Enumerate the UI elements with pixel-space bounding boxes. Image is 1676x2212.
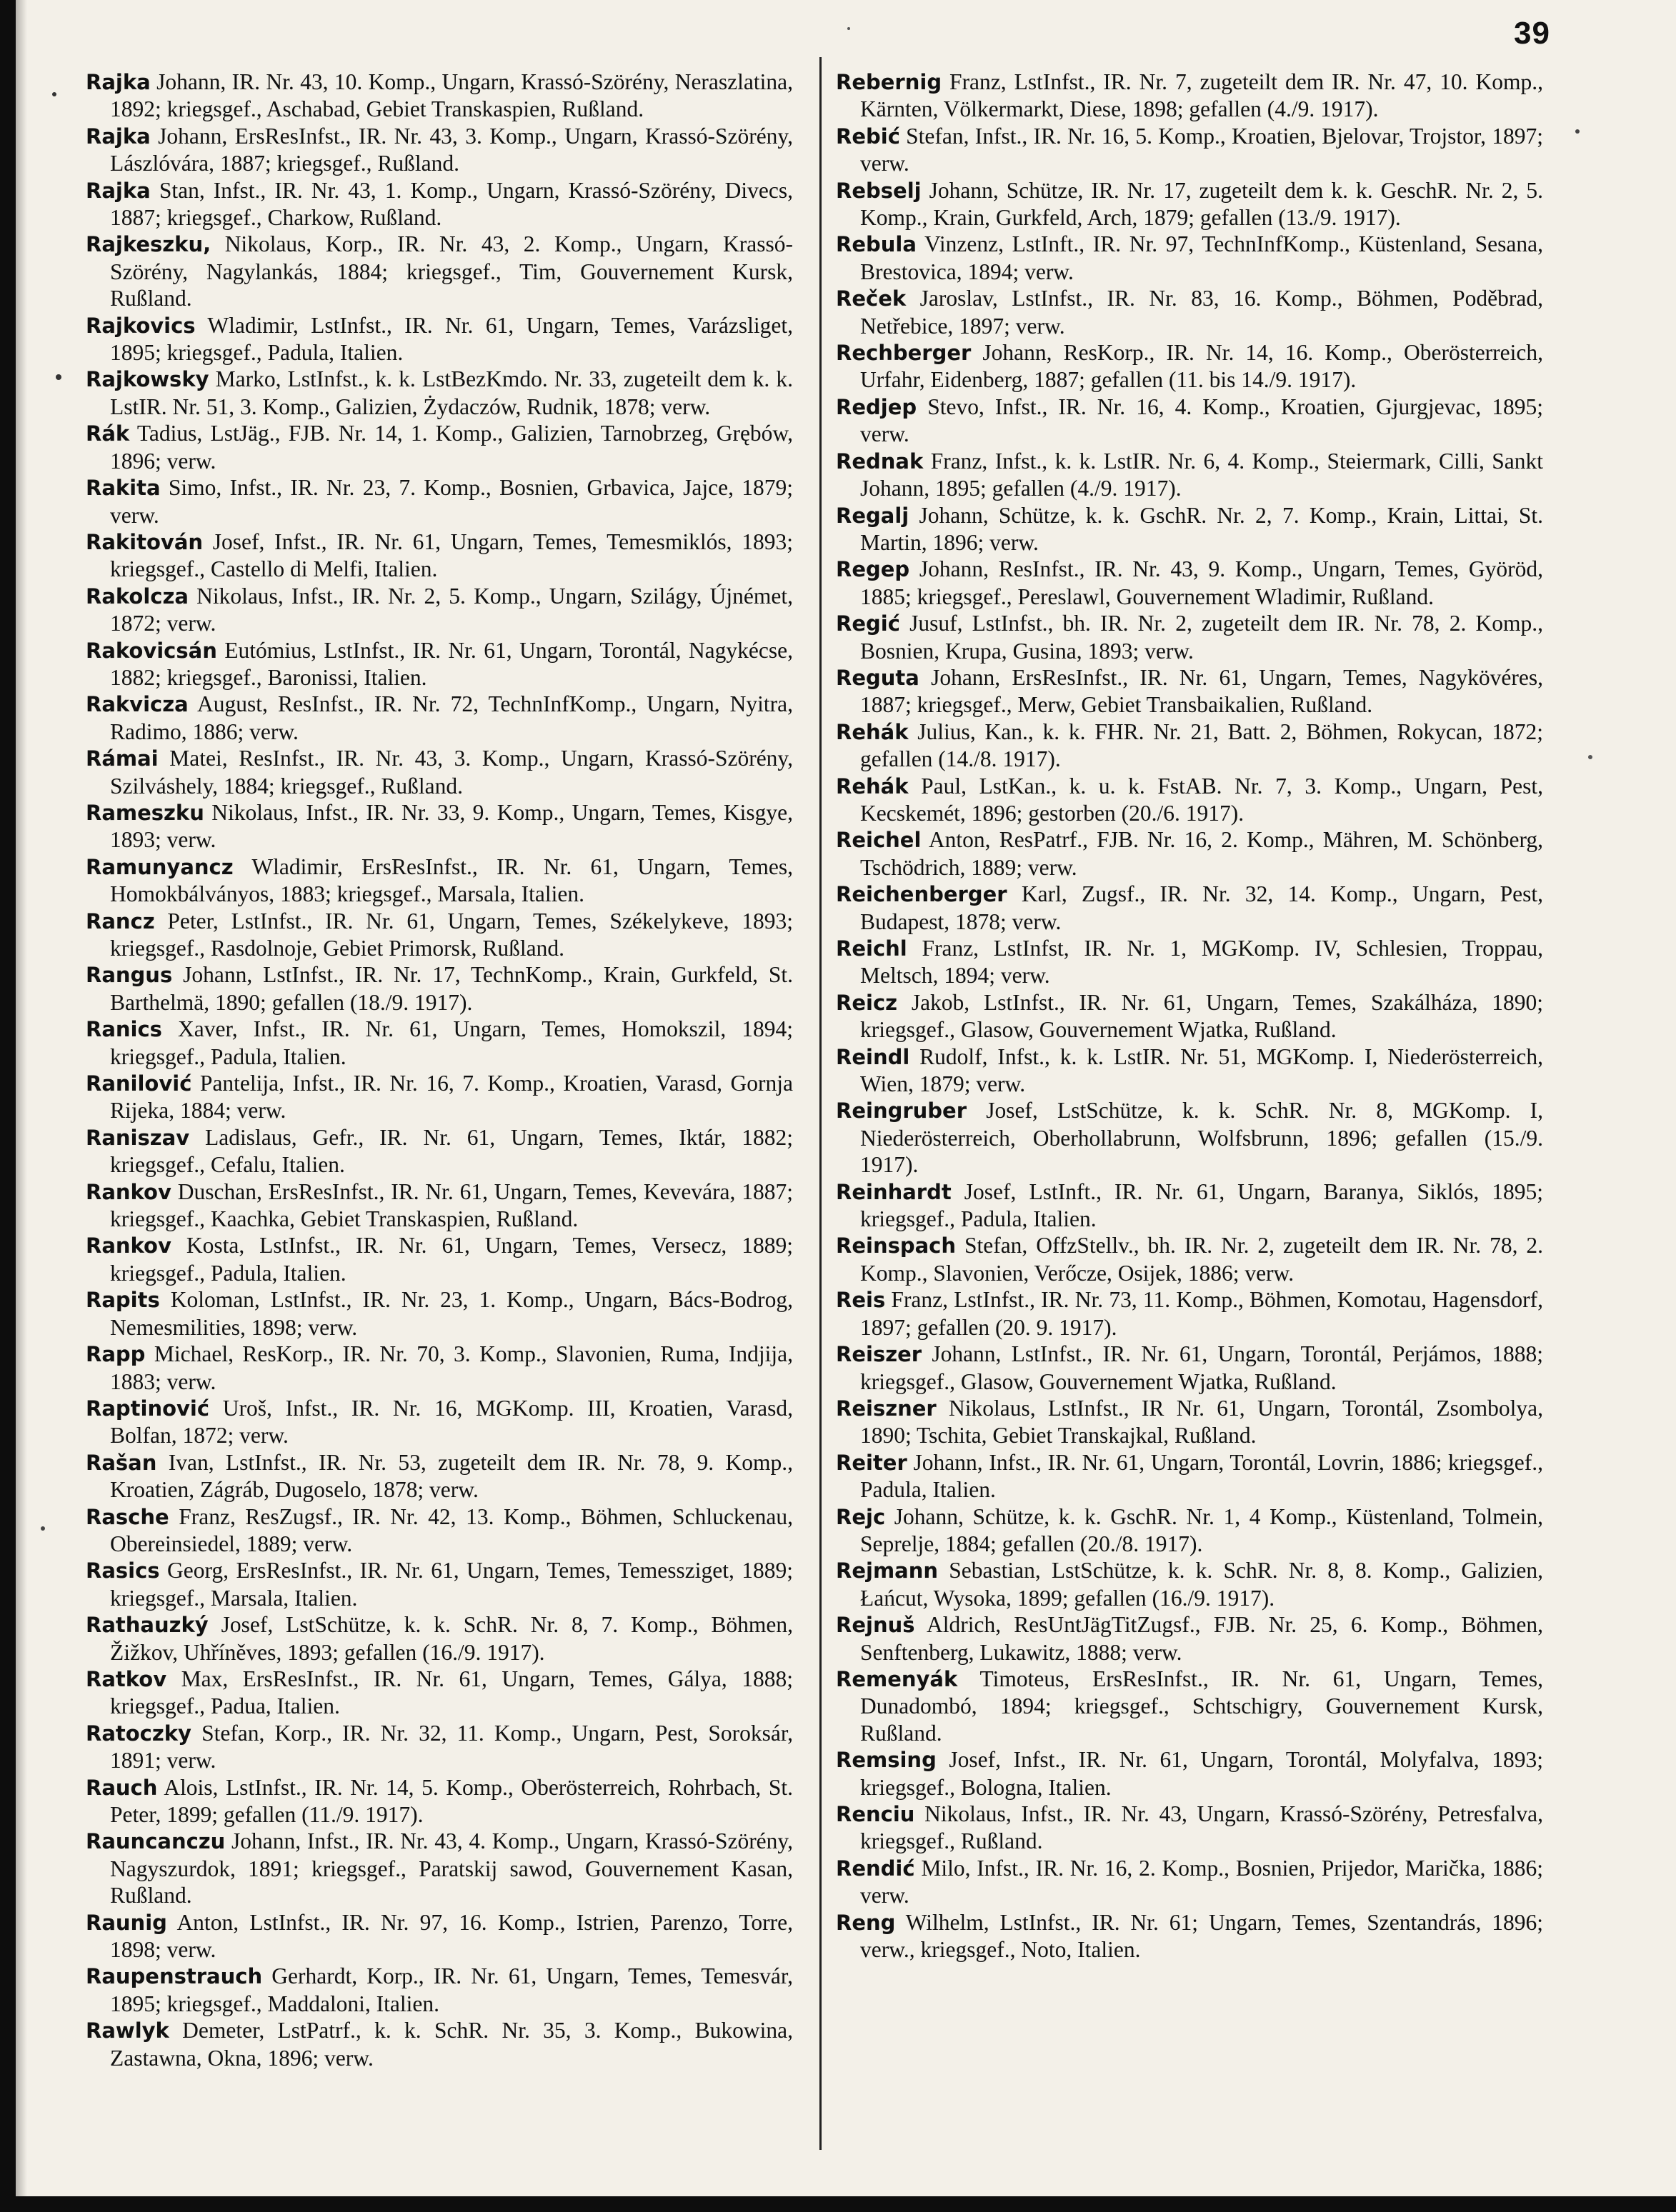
- register-entry: [86, 583, 793, 637]
- register-entry: [836, 1044, 1543, 1098]
- entry-surname: Reček: [836, 286, 907, 311]
- entry-surname: Rebselj: [836, 178, 922, 203]
- scan-left-edge: [0, 0, 16, 2212]
- entry-details: Simo, Infst., IR. Nr. 23, 7. Komp., Bosnien, Grbavica, Jajce, 1879; verw.: [110, 475, 794, 528]
- entry-surname: Rankov: [86, 1179, 171, 1204]
- register-entry: [86, 691, 793, 745]
- entry-details: Nikolaus, Infst., IR. Nr. 33, 9. Komp., Ungarn, Temes, Kisgye, 1893; verw.: [110, 799, 794, 853]
- entry-surname: Rajka: [86, 178, 151, 203]
- register-entry: [836, 610, 1543, 664]
- entry-surname: Remsing: [836, 1748, 937, 1773]
- entry-details: Franz, ResZugsf., IR. Nr. 42, 13. Komp., Böhmen, Schluckenau, Obereinsiedel, 1889; verw.: [110, 1503, 794, 1556]
- entry-surname: Remenyák: [836, 1666, 958, 1691]
- register-entry: [86, 529, 793, 583]
- register-entry: [836, 502, 1543, 556]
- entry-details: Milo, Infst., IR. Nr. 16, 2. Komp., Bosnien, Prijedor, Marička, 1886; verw.: [860, 1855, 1544, 1908]
- register-entry: [86, 908, 793, 962]
- column-divider: [819, 57, 822, 2150]
- entry-details: Julius, Kan., k. k. FHR. Nr. 21, Batt. 2, Böhmen, Rokycan, 1872; gefallen (14./8. 1917).: [860, 719, 1543, 772]
- entry-surname: Raupenstrauch: [86, 1964, 263, 1989]
- entry-details: Wladimir, ErsResInfst., IR. Nr. 61, Ungarn, Temes, Homokbálványos, 1883; kriegsgef., Marsala, Italien.: [110, 854, 794, 907]
- entry-surname: Rašan: [86, 1450, 157, 1475]
- entry-surname: Rameszku: [86, 800, 204, 825]
- register-entry: [86, 1557, 793, 1611]
- entry-details: Alois, LstInfst., IR. Nr. 14, 5. Komp., Oberösterreich, Rohrbach, St. Peter, 1899; gefallen (11./9. 1917).: [110, 1774, 794, 1827]
- register-entry: [836, 719, 1543, 773]
- entry-surname: Rehák: [836, 774, 909, 799]
- entry-surname: Rajka: [86, 124, 151, 149]
- register-entry: [86, 1963, 793, 2017]
- entry-details: Xaver, Infst., IR. Nr. 61, Ungarn, Temes, Homokszil, 1894; kriegsgef., Padula, Italien.: [110, 1016, 794, 1069]
- register-entry: [836, 826, 1543, 881]
- register-entry: [86, 1720, 793, 1774]
- entry-details: Johann, LstInfst., IR. Nr. 61, Ungarn, Torontál, Perjámos, 1888; kriegsgef., Glasow, Gouvernement Wjatka, Rußland.: [860, 1341, 1544, 1394]
- register-entry: [836, 1449, 1543, 1503]
- entry-details: Nikolaus, Infst., IR. Nr. 43, Ungarn, Krassó-Szörény, Petresfalva, kriegsgef., Rußland.: [860, 1801, 1544, 1854]
- entry-details: Johann, Schütze, k. k. GschR. Nr. 1, 4 Komp., Küstenland, Tolmein, Seprelje, 1884; gefallen (20./8. 1917).: [860, 1503, 1543, 1556]
- entry-surname: Rasche: [86, 1504, 169, 1529]
- register-entry: [836, 1801, 1543, 1855]
- entry-details: Wladimir, LstInfst., IR. Nr. 61, Ungarn, Temes, Varázsliget, 1895; kriegsgef., Padula, Italien.: [110, 312, 793, 366]
- register-entry: [836, 1178, 1543, 1233]
- entry-details: Aldrich, ResUntJägTitZugsf., FJB. Nr. 25, 6. Komp., Böhmen, Senftenberg, Lukawitz, 1888; verw.: [860, 1612, 1543, 1665]
- register-entry: [86, 1232, 793, 1286]
- entry-surname: Rauncanczu: [86, 1829, 226, 1854]
- entry-details: Stefan, Infst., IR. Nr. 16, 5. Komp., Kroatien, Bjelovar, Trojstor, 1897; verw.: [860, 123, 1544, 176]
- register-entry: [86, 854, 793, 908]
- entry-details: Franz, LstInfst, IR. Nr. 1, MGKomp. IV, Schlesien, Troppau, Meltsch, 1894; verw.: [860, 936, 1543, 989]
- entry-details: Franz, Infst., k. k. LstIR. Nr. 6, 4. Komp., Steiermark, Cilli, Sankt Johann, 1895; gefallen (4./9. 1917).: [860, 448, 1544, 501]
- entry-details: Stefan, Korp., IR. Nr. 32, 11. Komp., Ungarn, Pest, Soroksár, 1891; verw.: [110, 1720, 794, 1773]
- entry-details: Vinzenz, LstInft., IR. Nr. 97, TechnInfKomp., Küstenland, Sesana, Brestovica, 1894; verw.: [860, 231, 1543, 284]
- entry-surname: Rapp: [86, 1342, 146, 1367]
- register-entry: [86, 123, 793, 177]
- register-entry: [86, 961, 793, 1016]
- entry-details: August, ResInfst., IR. Nr. 72, TechnInfKomp., Ungarn, Nyitra, Radimo, 1886; verw.: [110, 691, 794, 744]
- page-number: 39: [1514, 16, 1550, 51]
- entry-details: Georg, ErsResInfst., IR. Nr. 61, Ungarn, Temes, Temessziget, 1889; kriegsgef., Marsala, Italien.: [110, 1558, 794, 1611]
- register-entry: [836, 556, 1543, 610]
- entry-surname: Rakita: [86, 476, 161, 501]
- entry-surname: Regić: [836, 611, 900, 636]
- entry-surname: Rankov: [86, 1233, 171, 1258]
- register-entry: [836, 664, 1543, 719]
- register-entry: [836, 394, 1543, 448]
- entry-surname: Rednak: [836, 449, 924, 474]
- register-entry: [86, 474, 793, 529]
- entry-surname: Rámai: [86, 746, 159, 771]
- register-entry: [86, 1395, 793, 1449]
- register-entry: [836, 177, 1543, 231]
- entry-details: Johann, ResKorp., IR. Nr. 14, 16. Komp., Oberösterreich, Urfahr, Eidenberg, 1887; gefallen (11. bis 14./9. 1917).: [860, 340, 1543, 393]
- entry-surname: Reinhardt: [836, 1179, 952, 1204]
- register-entry: [836, 1746, 1543, 1801]
- entry-surname: Raniszav: [86, 1125, 190, 1150]
- register-entry: [86, 1124, 793, 1178]
- entry-details: Ladislaus, Gefr., IR. Nr. 61, Ungarn, Temes, Iktár, 1882; kriegsgef., Cefalu, Italien.: [110, 1124, 793, 1178]
- entry-details: Jusuf, LstInfst., bh. IR. Nr. 2, zugeteilt dem IR. Nr. 78, 2. Komp., Bosnien, Krupa, Gusina, 1893; verw.: [860, 611, 1544, 664]
- entry-details: Franz, LstInfst., IR. Nr. 7, zugeteilt dem IR. Nr. 47, 10. Komp., Kärnten, Völkermarkt, Diese, 1898; gefallen (4./9. 1917).: [860, 69, 1543, 122]
- register-entry: [86, 1449, 793, 1503]
- entry-surname: Reingruber: [836, 1099, 967, 1123]
- entry-details: Jakob, LstInfst., IR. Nr. 61, Ungarn, Temes, Szakálháza, 1890; kriegsgef., Glasow, Gouvernement Wjatka, Rußland.: [860, 989, 1544, 1043]
- register-entry: [86, 231, 793, 311]
- entry-surname: Renciu: [836, 1802, 915, 1826]
- register-entry: [86, 1286, 793, 1341]
- entry-details: Duschan, ErsResInfst., IR. Nr. 61, Ungarn, Temes, Kevevára, 1887; kriegsgef., Kaachka, Gebiet Transkaspien, Rußland.: [110, 1178, 793, 1232]
- entry-surname: Rauch: [86, 1775, 158, 1800]
- entry-surname: Rejmann: [836, 1558, 939, 1583]
- entry-details: Josef, LstSchütze, k. k. SchR. Nr. 8, MGKomp. I, Niederösterreich, Oberhollabrunn, Wolfsbrunn, 1896; gefallen (15./9. 1917).: [860, 1098, 1543, 1178]
- entry-surname: Ranics: [86, 1017, 162, 1042]
- entry-surname: Reicz: [836, 990, 898, 1015]
- entry-details: Koloman, LstInfst., IR. Nr. 23, 1. Komp., Ungarn, Bács-Bodrog, Nemesmilities, 1898; verw.: [110, 1287, 793, 1340]
- entry-details: Johann, LstInfst., IR. Nr. 17, TechnKomp., Krain, Gurkfeld, St. Barthelmä, 1890; gefallen (18./9. 1917).: [110, 962, 794, 1015]
- register-entry: [836, 773, 1543, 827]
- entry-surname: Rajkovics: [86, 313, 196, 338]
- entry-surname: Reguta: [836, 665, 919, 690]
- entry-surname: Rakolcza: [86, 584, 189, 609]
- register-entry: [836, 1286, 1543, 1341]
- entry-surname: Reichel: [836, 828, 922, 853]
- entry-surname: Rawlyk: [86, 2018, 169, 2043]
- entry-details: Josef, Infst., IR. Nr. 61, Ungarn, Torontál, Molyfalva, 1893; kriegsgef., Bologna, Italien.: [860, 1747, 1543, 1800]
- register-entry: [836, 231, 1543, 285]
- entry-surname: Rajka: [86, 70, 151, 94]
- entry-surname: Redjep: [836, 394, 917, 419]
- entry-details: Nikolaus, Korp., IR. Nr. 43, 2. Komp., Ungarn, Krassó-Szörény, Nagylankás, 1884; kriegsgef., Tim, Gouvernement Kursk, Rußland.: [110, 231, 793, 311]
- entry-surname: Rechberger: [836, 341, 972, 366]
- entry-surname: Rendić: [836, 1856, 915, 1881]
- entry-surname: Rathauzký: [86, 1613, 209, 1638]
- entry-surname: Rebula: [836, 232, 917, 257]
- entry-surname: Regalj: [836, 503, 909, 528]
- register-entry: [836, 935, 1543, 989]
- entry-details: Anton, ResPatrf., FJB. Nr. 16, 2. Komp., Mähren, M. Schönberg, Tschödrich, 1889; verw.: [860, 827, 1543, 880]
- entry-surname: Reinspach: [836, 1233, 957, 1258]
- entry-details: Tadius, LstJäg., FJB. Nr. 14, 1. Komp., Galizien, Tarnobrzeg, Grębów, 1896; verw.: [110, 421, 794, 474]
- entry-surname: Reis: [836, 1288, 886, 1313]
- register-entry: [836, 881, 1543, 935]
- register-entry: [86, 366, 793, 420]
- entry-details: Stefan, OffzStellv., bh. IR. Nr. 2, zugeteilt dem IR. Nr. 78, 2. Komp., Slavonien, Verőcze, Osijek, 1886; verw.: [860, 1233, 1544, 1286]
- entry-details: Nikolaus, Infst., IR. Nr. 2, 5. Komp., Ungarn, Szilágy, Újnémet, 1872; verw.: [110, 583, 794, 636]
- entry-surname: Reiter: [836, 1450, 907, 1475]
- register-entry: [86, 799, 793, 854]
- register-entry: [836, 1909, 1543, 1963]
- entry-surname: Rajkeszku,: [86, 232, 211, 257]
- entry-details: Josef, LstInft., IR. Nr. 61, Ungarn, Baranya, Siklós, 1895; kriegsgef., Padula, Italien.: [860, 1178, 1544, 1232]
- entry-details: Nikolaus, LstInfst., IR Nr. 61, Ungarn, Torontál, Zsombolya, 1890; Tschita, Gebiet Transkajkal, Rußland.: [860, 1395, 1544, 1448]
- register-entry: [836, 1341, 1543, 1395]
- register-entry: [836, 1503, 1543, 1558]
- entry-surname: Reichl: [836, 936, 907, 961]
- entry-surname: Rejnuš: [836, 1613, 915, 1638]
- register-entry: [836, 1611, 1543, 1666]
- entry-surname: Rajkowsky: [86, 367, 209, 392]
- register-entry: [86, 177, 793, 231]
- entry-details: Matei, ResInfst., IR. Nr. 43, 3. Komp., Ungarn, Krassó-Szörény, Szilváshely, 1884; kriegsgef., Rußland.: [110, 746, 794, 799]
- left-column: [86, 69, 793, 2071]
- entry-details: Wilhelm, LstInfst., IR. Nr. 61; Ungarn, Temes, Szentandrás, 1896; verw., kriegsgef., Noto, Italien.: [860, 1909, 1543, 1963]
- entry-surname: Rakvicza: [86, 692, 189, 717]
- entry-details: Franz, LstInfst., IR. Nr. 73, 11. Komp., Böhmen, Komotau, Hagensdorf, 1897; gefallen (20. 9. 1917).: [860, 1287, 1544, 1340]
- entry-surname: Rakitován: [86, 529, 204, 554]
- register-entry: [836, 1855, 1543, 1909]
- entry-details: Johann, ErsResInfst., IR. Nr. 61, Ungarn, Temes, Nagykövéres, 1887; kriegsgef., Merw, Gebiet Transbaikalien, Rußland.: [860, 664, 1544, 718]
- entry-details: Paul, LstKan., k. u. k. FstAB. Nr. 7, 3. Komp., Ungarn, Pest, Kecskemét, 1896; gestorben (20./6. 1917).: [860, 773, 1544, 826]
- entry-details: Marko, LstInfst., k. k. LstBezKmdo. Nr. 33, zugeteilt dem k. k. LstIR. Nr. 51, 3. Komp., Galizien, Żydaczów, Rudnik, 1878; verw.: [110, 366, 793, 419]
- entry-details: Eutómius, LstInfst., IR. Nr. 61, Ungarn, Torontál, Nagykécse, 1882; kriegsgef., Baronissi, Italien.: [110, 637, 793, 690]
- entry-surname: Raptinović: [86, 1396, 210, 1421]
- entry-details: Johann, Schütze, k. k. GschR. Nr. 2, 7. Komp., Krain, Littai, St. Martin, 1896; verw.: [860, 502, 1543, 555]
- entry-details: Jaroslav, LstInfst., IR. Nr. 83, 16. Komp., Böhmen, Poděbrad, Netřebice, 1897; verw.: [860, 286, 1543, 339]
- register-entry: [86, 1909, 793, 1963]
- entry-surname: Rapits: [86, 1288, 160, 1313]
- entry-details: Max, ErsResInfst., IR. Nr. 61, Ungarn, Temes, Gálya, 1888; kriegsgef., Padua, Italien.: [110, 1666, 793, 1719]
- entry-surname: Rejc: [836, 1504, 886, 1529]
- entry-details: Sebastian, LstSchütze, k. k. SchR. Nr. 8, 8. Komp., Galizien, Łańcut, Wysoka, 1899; gefallen (16./9. 1917).: [860, 1558, 1544, 1611]
- entry-surname: Regep: [836, 557, 910, 582]
- entry-surname: Reindl: [836, 1044, 910, 1069]
- entry-details: Johann, Schütze, IR. Nr. 17, zugeteilt dem k. k. GeschR. Nr. 2, 5. Komp., Krain, Gurkfeld, Arch, 1879; gefallen (13./9. 1917).: [860, 177, 1544, 231]
- entry-details: Kosta, LstInfst., IR. Nr. 61, Ungarn, Temes, Versecz, 1889; kriegsgef., Padula, Italien.: [110, 1233, 794, 1286]
- register-entry: [86, 1341, 793, 1395]
- entry-details: Johann, ErsResInfst., IR. Nr. 43, 3. Komp., Ungarn, Krassó-Szörény, Lászlóvára, 1887; kriegsgef., Rußland.: [110, 123, 794, 176]
- register-entry: [836, 1557, 1543, 1611]
- right-column: [836, 69, 1543, 1963]
- entry-details: Stan, Infst., IR. Nr. 43, 1. Komp., Ungarn, Krassó-Szörény, Divecs, 1887; kriegsgef., Charkow, Rußland.: [110, 177, 794, 231]
- entry-surname: Rebernig: [836, 70, 942, 94]
- entry-details: Johann, IR. Nr. 43, 10. Komp., Ungarn, Krassó-Szörény, Neraszlatina, 1892; kriegsgef., Aschabad, Gebiet Transkaspien, Rußland.: [110, 69, 793, 122]
- register-entry: [86, 637, 793, 691]
- entry-surname: Ratoczky: [86, 1721, 191, 1746]
- entry-details: Michael, ResKorp., IR. Nr. 70, 3. Komp., Slavonien, Ruma, Indjija, 1883; verw.: [110, 1341, 794, 1394]
- entry-details: Johann, ResInfst., IR. Nr. 43, 9. Komp., Ungarn, Temes, Györöd, 1885; kriegsgef., Pereslawl, Gouvernement Wladimir, Rußland.: [860, 556, 1543, 609]
- entry-details: Johann, Infst., IR. Nr. 61, Ungarn, Torontál, Lovrin, 1886; kriegsgef., Padula, Italien.: [860, 1449, 1543, 1503]
- entry-details: Peter, LstInfst., IR. Nr. 61, Ungarn, Temes, Székelykeve, 1893; kriegsgef., Rasdolnoje, Gebiet Primorsk, Rußland.: [110, 908, 794, 961]
- register-entry: [836, 69, 1543, 123]
- register-entry: [86, 2017, 793, 2071]
- register-entry: [836, 339, 1543, 394]
- entry-details: Stevo, Infst., IR. Nr. 16, 4. Komp., Kroatien, Gjurgjevac, 1895; verw.: [860, 394, 1543, 447]
- entry-surname: Rangus: [86, 963, 173, 988]
- entry-surname: Reichenberger: [836, 882, 1007, 907]
- entry-details: Uroš, Infst., IR. Nr. 16, MGKomp. III, Kroatien, Varasd, Bolfan, 1872; verw.: [110, 1395, 794, 1448]
- register-entry: [836, 123, 1543, 177]
- entry-surname: Raunig: [86, 1910, 167, 1935]
- entry-details: Demeter, LstPatrf., k. k. SchR. Nr. 35, 3. Komp., Bukowina, Zastawna, Okna, 1896; verw.: [110, 2018, 793, 2071]
- register-entry: [86, 745, 793, 799]
- entry-details: Josef, LstSchütze, k. k. SchR. Nr. 8, 7. Komp., Böhmen, Žižkov, Uhříněves, 1893; gefallen (16./9. 1917).: [110, 1612, 793, 1665]
- register-entry: [86, 312, 793, 366]
- entry-surname: Ramunyancz: [86, 854, 234, 879]
- entry-surname: Rebić: [836, 124, 900, 149]
- register-entry: [836, 989, 1543, 1044]
- register-entry: [86, 1016, 793, 1070]
- entry-surname: Reng: [836, 1910, 896, 1935]
- register-entry: [836, 1395, 1543, 1449]
- entry-details: Karl, Zugsf., IR. Nr. 32, 14. Komp., Ungarn, Pest, Budapest, 1878; verw.: [860, 881, 1543, 934]
- entry-details: Johann, Infst., IR. Nr. 43, 4. Komp., Ungarn, Krassó-Szörény, Nagyszurdok, 1891; kriegsgef., Paratskij sawod, Gouvernement Kasan, Rußland.: [110, 1828, 793, 1908]
- entry-details: Rudolf, Infst., k. k. LstIR. Nr. 51, MGKomp. I, Niederösterreich, Wien, 1879; verw.: [860, 1044, 1543, 1097]
- entry-surname: Reiszer: [836, 1342, 922, 1367]
- entry-details: Ivan, LstInfst., IR. Nr. 53, zugeteilt dem IR. Nr. 78, 9. Komp., Kroatien, Zágráb, Dugoselo, 1878; verw.: [110, 1449, 794, 1503]
- register-entry: [836, 1232, 1543, 1286]
- register-entry: [86, 420, 793, 474]
- entry-details: Timoteus, ErsResInfst., IR. Nr. 61, Ungarn, Temes, Dunadombó, 1894; kriegsgef., Schtschigry, Gouvernement Kursk, Rußland.: [860, 1666, 1543, 1746]
- register-entry: [86, 69, 793, 123]
- entry-surname: Reiszner: [836, 1396, 937, 1421]
- entry-surname: Ratkov: [86, 1666, 167, 1691]
- register-entry: [86, 1828, 793, 1908]
- entry-surname: Ranilović: [86, 1071, 192, 1096]
- entry-surname: Rasics: [86, 1558, 160, 1583]
- register-entry: [836, 1666, 1543, 1746]
- entry-details: Anton, LstInfst., IR. Nr. 97, 16. Komp., Istrien, Parenzo, Torre, 1898; verw.: [110, 1909, 793, 1963]
- register-entry: [836, 448, 1543, 502]
- entry-surname: Rák: [86, 421, 130, 446]
- entry-details: Josef, Infst., IR. Nr. 61, Ungarn, Temes, Temesmiklós, 1893; kriegsgef., Castello di Melfi, Italien.: [110, 529, 793, 582]
- entry-details: Pantelija, Infst., IR. Nr. 16, 7. Komp., Kroatien, Varasd, Gornja Rijeka, 1884; verw.: [110, 1071, 793, 1123]
- entry-details: Gerhardt, Korp., IR. Nr. 61, Ungarn, Temes, Temesvár, 1895; kriegsgef., Maddaloni, Italien.: [110, 1963, 794, 2016]
- register-entry: [86, 1178, 793, 1233]
- entry-surname: Rehák: [836, 719, 909, 744]
- scan-bottom-edge: [0, 2196, 1676, 2212]
- entry-surname: Rancz: [86, 909, 155, 934]
- register-entry: [86, 1503, 793, 1558]
- register-entry: [86, 1070, 793, 1124]
- register-entry: [86, 1611, 793, 1666]
- register-entry: [836, 1097, 1543, 1178]
- register-entry: [86, 1774, 793, 1828]
- register-entry: [836, 285, 1543, 339]
- entry-surname: Rakovicsán: [86, 638, 217, 663]
- register-entry: [86, 1666, 793, 1720]
